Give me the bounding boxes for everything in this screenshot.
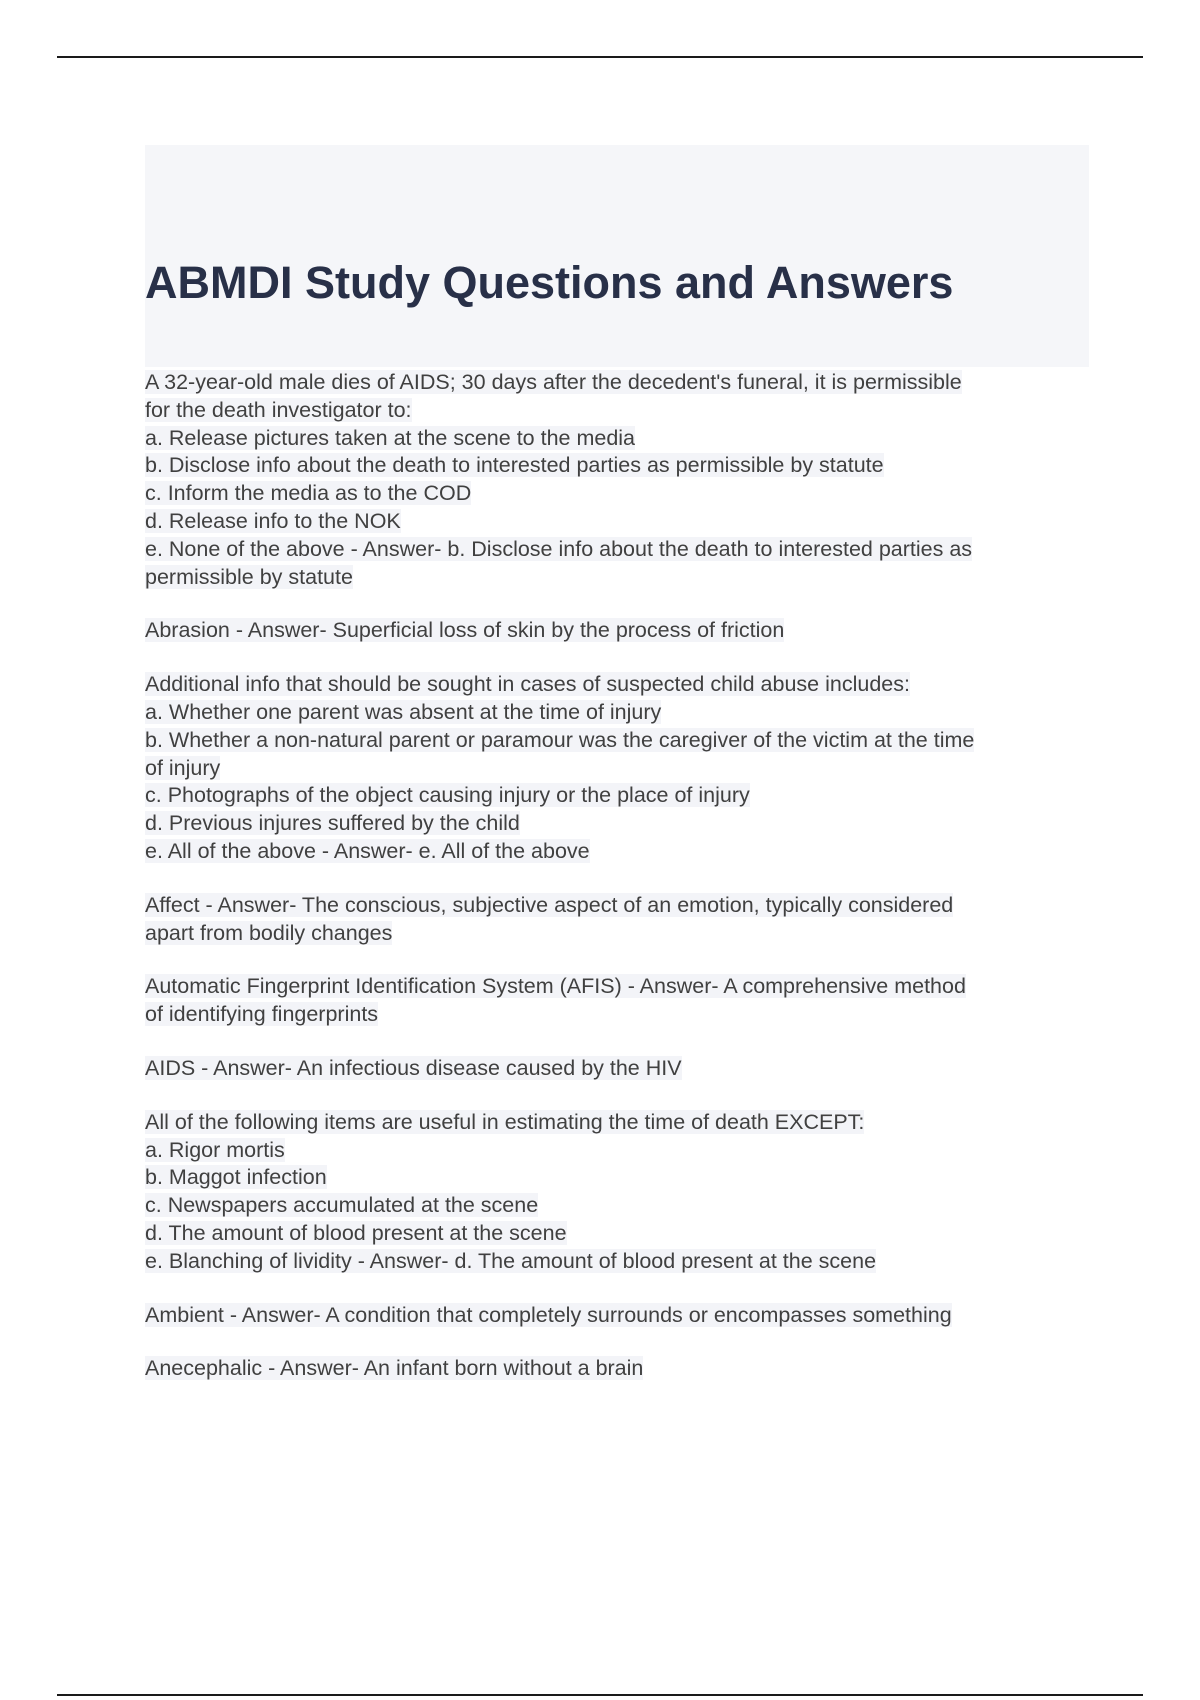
bottom-divider xyxy=(57,1694,1143,1696)
qa-line xyxy=(145,508,1089,536)
qa-line xyxy=(145,810,1089,838)
qa-line-text: e. All of the above - Answer- e. All of the above xyxy=(145,838,590,863)
qa-line-text: Anecephalic - Answer- An infant born without a brain xyxy=(145,1356,644,1381)
qa-line xyxy=(145,1355,1089,1383)
qa-line xyxy=(145,1192,1089,1220)
qa-entry xyxy=(145,973,1089,1029)
qa-line xyxy=(145,425,1089,453)
qa-entry xyxy=(145,1355,1089,1383)
qa-entry xyxy=(145,1109,1089,1276)
qa-line-text: for the death investigator to: xyxy=(145,397,412,422)
qa-line xyxy=(145,920,1089,948)
qa-line-text: d. Release info to the NOK xyxy=(145,508,401,533)
qa-line xyxy=(145,727,1089,755)
qa-line xyxy=(145,973,1089,1001)
qa-line-text: AIDS - Answer- An infectious disease caused by the HIV xyxy=(145,1055,682,1080)
qa-line-text: apart from bodily changes xyxy=(145,920,393,945)
qa-line xyxy=(145,1001,1089,1029)
qa-line-text: Additional info that should be sought in cases of suspected child abuse includes: xyxy=(145,672,910,697)
qa-line xyxy=(145,452,1089,480)
qa-entry xyxy=(145,1055,1089,1083)
qa-entry xyxy=(145,1302,1089,1330)
qa-line xyxy=(145,671,1089,699)
qa-line-text: a. Rigor mortis xyxy=(145,1137,285,1162)
qa-line xyxy=(145,536,1089,564)
qa-line-text: permissible by statute xyxy=(145,564,353,589)
qa-line xyxy=(145,1248,1089,1276)
top-divider xyxy=(57,56,1143,58)
qa-line-text: b. Whether a non-natural parent or paramour was the caregiver of the victim at the time xyxy=(145,727,975,752)
qa-line-text: of identifying fingerprints xyxy=(145,1002,379,1027)
qa-line xyxy=(145,838,1089,866)
qa-line xyxy=(145,1164,1089,1192)
qa-line-text: c. Inform the media as to the COD xyxy=(145,481,472,506)
document-title: ABMDI Study Questions and Answers xyxy=(145,257,954,308)
qa-line-text: d. The amount of blood present at the scene xyxy=(145,1220,567,1245)
qa-line-text: a. Whether one parent was absent at the time of injury xyxy=(145,699,662,724)
qa-line-text: of injury xyxy=(145,755,221,780)
qa-line-text: Ambient - Answer- A condition that completely surrounds or encompasses something xyxy=(145,1302,952,1327)
qa-line-text: b. Disclose info about the death to interested parties as permissible by statute xyxy=(145,453,884,478)
qa-line-text: A 32-year-old male dies of AIDS; 30 days after the decedent's funeral, it is permissible xyxy=(145,370,962,394)
qa-line-text: d. Previous injures suffered by the child xyxy=(145,811,520,836)
qa-line-text: e. None of the above - Answer- b. Disclose info about the death to interested parties as xyxy=(145,536,973,561)
qa-entry xyxy=(145,892,1089,948)
qa-entry xyxy=(145,617,1089,645)
qa-line xyxy=(145,369,1089,397)
qa-line xyxy=(145,480,1089,508)
qa-line xyxy=(145,755,1089,783)
qa-line-text: Automatic Fingerprint Identification System (AFIS) - Answer- A comprehensive method xyxy=(145,974,966,999)
qa-entry xyxy=(145,671,1089,866)
qa-line xyxy=(145,617,1089,645)
qa-line-text: All of the following items are useful in estimating the time of death EXCEPT: xyxy=(145,1109,865,1134)
qa-line xyxy=(145,1302,1089,1330)
qa-list xyxy=(145,369,1089,1409)
qa-line xyxy=(145,1109,1089,1137)
qa-line xyxy=(145,397,1089,425)
qa-line-text: a. Release pictures taken at the scene to the media xyxy=(145,425,636,450)
qa-line-text: e. Blanching of lividity - Answer- d. The amount of blood present at the scene xyxy=(145,1248,877,1273)
qa-line xyxy=(145,782,1089,810)
qa-line-text: b. Maggot infection xyxy=(145,1165,327,1190)
qa-entry xyxy=(145,369,1089,591)
qa-line-text: c. Newspapers accumulated at the scene xyxy=(145,1193,539,1218)
qa-line-text: c. Photographs of the object causing injury or the place of injury xyxy=(145,783,750,808)
qa-line xyxy=(145,699,1089,727)
qa-line-text: Abrasion - Answer- Superficial loss of skin by the process of friction xyxy=(145,618,785,643)
qa-line xyxy=(145,1055,1089,1083)
qa-line xyxy=(145,892,1089,920)
qa-line xyxy=(145,564,1089,592)
qa-line-text: Affect - Answer- The conscious, subjective aspect of an emotion, typically considered xyxy=(145,892,954,917)
qa-line xyxy=(145,1220,1089,1248)
qa-line xyxy=(145,1137,1089,1165)
